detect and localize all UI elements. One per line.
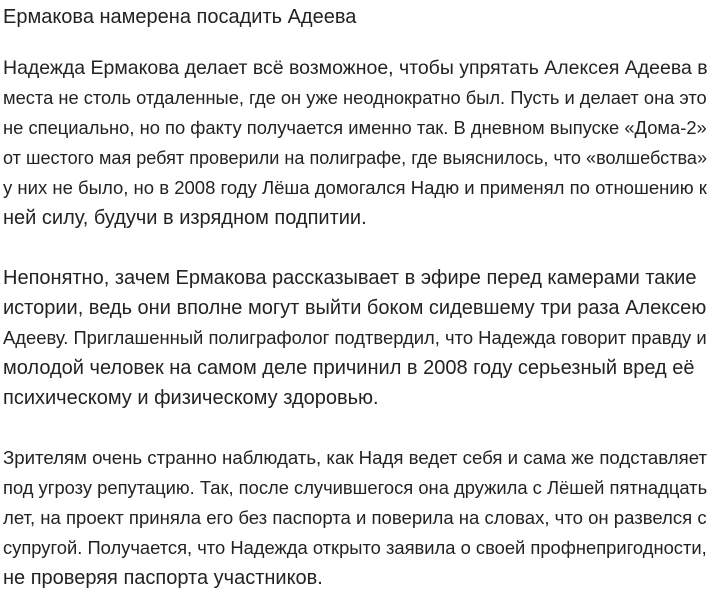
paragraph-line: Адееву. Приглашенный полиграфолог подтвердил, что Надежда говорит правду и [3, 327, 707, 348]
paragraph-1 [3, 53, 711, 233]
article-title: Ермакова намерена посадить Адеева [3, 6, 357, 28]
paragraph-line: от шестого мая ребят проверили на полиграфе, где выяснилось, что «волшебства» [3, 148, 708, 168]
paragraph-2 [3, 263, 711, 413]
paragraph-line: молодой человек на самом деле причинил в 2008 году серьезный вред её [3, 357, 695, 379]
paragraph-line: не проверяя паспорта участников. [3, 567, 323, 589]
paragraph-line: Непонятно, зачем Ермакова рассказывает в эфире перед камерами такие [3, 267, 697, 289]
paragraph-line: под угрозу репутацию. Так, после случившегося она дружила с Лёшей пятнадцать [3, 477, 708, 498]
paragraph-line: лет, на проект приняла его без паспорта и поверила на словах, что он развелся с [3, 507, 707, 528]
paragraph-line: Надежда Ермакова делает всё возможное, чтобы упрятать Алексея Адеева в [3, 57, 708, 79]
paragraph-line: не специально, но по факту получается именно так. В дневном выпуске «Дома-2» [3, 117, 707, 138]
paragraph-3 [3, 443, 711, 593]
paragraph-line: у них не было, но в 2008 году Лёша домогался Надю и применял по отношению к [3, 177, 707, 198]
paragraph-line: психическому и физическому здоровью. [3, 387, 379, 409]
paragraph-line: истории, ведь они вполне могут выйти боком сидевшему три раза Алексею [3, 297, 707, 319]
paragraph-line: Зрителям очень странно наблюдать, как Надя ведет себя и сама же подставляет [3, 447, 707, 468]
paragraph-line: места не столь отдаленные, где он уже неоднократно был. Пусть и делает она это [3, 87, 707, 108]
paragraph-line: супругой. Получается, что Надежда открыто заявила о своей профнепригодности, [3, 537, 707, 558]
paragraph-line: ней силу, будучи в изрядном подпитии. [3, 207, 367, 229]
